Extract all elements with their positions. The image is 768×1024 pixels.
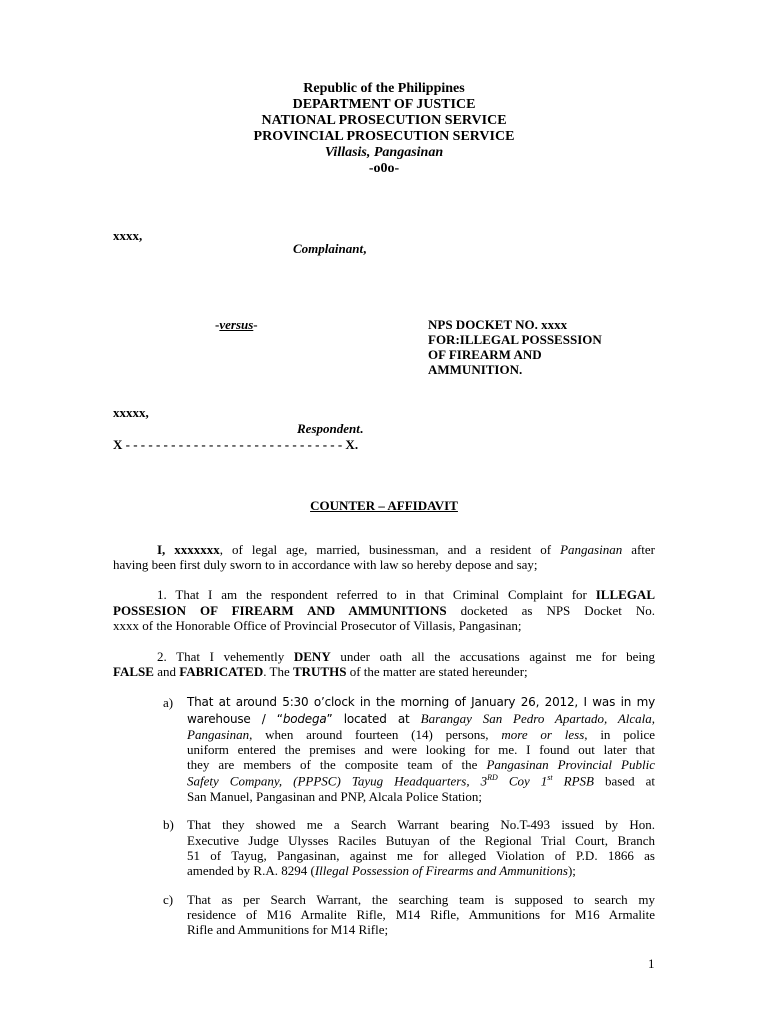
respondent-label: Respondent <box>297 421 360 436</box>
item-a-province: Pangasinan <box>187 727 250 742</box>
item-a-line-5 <box>187 757 655 773</box>
item-a-line-2 <box>187 711 655 727</box>
para2-fabricated: FABRICATED <box>179 664 264 679</box>
item-a-persons: , when around fourteen (14) persons, <box>249 727 502 742</box>
header-republic: Republic of the Philippines <box>303 81 465 96</box>
para2-text-b: under oath all the accusations against me for being <box>330 649 655 664</box>
item-c-line-3: Rifle and Ammunitions for M14 Rifle; <box>187 922 389 937</box>
item-a-line-1: That at around 5:30 o’clock in the morning of January 26, 2012, I was in my <box>187 695 655 709</box>
page-number: 1 <box>648 956 655 971</box>
respondent-label-line <box>297 421 363 437</box>
item-b-amended: amended by R.A. 8294 ( <box>187 863 315 878</box>
complainant-comma: , <box>363 241 367 256</box>
item-b-offense: Illegal Possession of Firearms and Ammunitions <box>314 863 568 878</box>
docket-line-2: FOR:ILLEGAL POSSESSION <box>428 332 602 347</box>
caption-separator: X - - - - - - - - - - - - - - - - - - - - - - - - - - - - - X. <box>113 437 359 452</box>
para2-deny: DENY <box>293 649 331 664</box>
item-c-marker: c) <box>163 892 174 907</box>
item-b-line-4 <box>187 863 655 879</box>
item-a-based: based at <box>593 773 655 789</box>
para2-line-1 <box>157 649 655 665</box>
intro-text: , of legal age, married, businessman, and a resident of <box>219 542 561 557</box>
complainant-label-line <box>293 241 366 257</box>
item-c-line-1: That as per Search Warrant, the searching team is supposed to search my <box>187 892 655 907</box>
item-c-line-2: residence of M16 Armalite Rifle, M14 Rifle, Ammunitions for M16 Armalite <box>187 907 655 922</box>
docket-line-1: NPS DOCKET NO. xxxx <box>428 317 568 332</box>
intro-place: Pangasinan <box>560 542 623 557</box>
affiant-name: I, xxxxxxx <box>157 542 220 557</box>
complainant-name: xxxx, <box>113 228 143 243</box>
para1-line-3: xxxx of the Honorable Office of Provincial Prosecutor of Villasis, Pangasinan; <box>113 618 522 633</box>
versus-word: versus <box>219 317 254 332</box>
item-b-line-2: Executive Judge Ulysses Raciles Butuyan of the Regional Trial Court, Branch <box>187 833 655 848</box>
docket-line-4: AMMUNITION. <box>428 362 523 377</box>
item-b-close: ); <box>567 863 576 878</box>
para1-line-2 <box>113 603 655 619</box>
versus-dash-right: - <box>253 317 258 332</box>
para1-text: 1. That I am the respondent referred to in that Criminal Complaint for <box>157 587 596 602</box>
item-a-more-or-less: more or less <box>501 727 585 742</box>
item-a-line-3 <box>187 727 655 743</box>
para2-text-a: 2. That I vehemently <box>157 649 294 664</box>
header-national: NATIONAL PROSECUTION SERVICE <box>261 113 507 128</box>
item-b-line-3: 51 of Tayug, Pangasinan, against me for alleged Violation of P.D. 1866 as <box>187 848 655 863</box>
item-a-located: ” located at <box>326 712 421 726</box>
para1-docket-text: docketed as NPS Docket No. <box>446 603 655 618</box>
item-a-bodega: bodega <box>282 712 327 726</box>
item-a-coy: Coy 1 <box>497 773 548 789</box>
header-ornament: -o0o- <box>368 161 400 176</box>
intro-line-1 <box>157 542 655 558</box>
item-a-unit: Pangasinan Provincial Public <box>486 757 655 772</box>
item-a-line-7: San Manuel, Pangasinan and PNP, Alcala Police Station; <box>187 789 482 804</box>
item-a-sup-rd: RD <box>487 773 498 782</box>
docket-line-3: OF FIREARM AND <box>428 347 542 362</box>
document-title: COUNTER – AFFIDAVIT <box>310 498 458 513</box>
intro-text-end: after <box>622 542 656 557</box>
header-provincial: PROVINCIAL PROSECUTION SERVICE <box>253 129 515 144</box>
header-department: DEPARTMENT OF JUSTICE <box>292 97 476 112</box>
item-a-warehouse: warehouse / “ <box>187 712 283 726</box>
para1-line-1 <box>157 587 655 603</box>
item-a-police: , in police <box>584 727 655 742</box>
item-a-sup-st: st <box>547 773 553 782</box>
para2-false: FALSE <box>113 664 154 679</box>
versus-dash-left: - <box>215 317 220 332</box>
complainant-label: Complainant <box>293 241 364 256</box>
para1-bold: ILLEGAL <box>595 587 655 602</box>
para2-truths: TRUTHS <box>292 664 347 679</box>
item-a-marker: a) <box>163 695 174 710</box>
item-a-rpsb: RPSB <box>552 773 594 789</box>
para2-the: . The <box>263 664 293 679</box>
intro-line-2: having been first duly sworn to in accordance with law so hereby depose and say; <box>113 557 538 572</box>
versus-line <box>215 317 258 333</box>
para2-line-2 <box>113 664 528 680</box>
para2-and: and <box>153 664 180 679</box>
item-a-location: Barangay San Pedro Apartado, Alcala, <box>420 711 655 726</box>
item-a-line-6 <box>187 773 655 789</box>
item-a-members: they are members of the composite team of the <box>187 757 487 772</box>
respondent-name: xxxxx, <box>113 405 149 420</box>
para1-charge: POSSESION OF FIREARM AND AMMUNITIONS <box>113 603 447 618</box>
para2-rest: of the matter are stated hereunder; <box>346 664 528 679</box>
respondent-period: . <box>359 421 364 436</box>
item-b-line-1: That they showed me a Search Warrant bearing No.T-493 issued by Hon. <box>187 817 655 832</box>
header-location: Villasis, Pangasinan <box>324 145 444 160</box>
item-b-marker: b) <box>163 817 174 832</box>
item-a-line-4: uniform entered the premises and were looking for me. I found out later that <box>187 742 655 757</box>
item-a-company: Safety Company, (PPPSC) Tayug Headquarters, 3 <box>187 773 488 789</box>
